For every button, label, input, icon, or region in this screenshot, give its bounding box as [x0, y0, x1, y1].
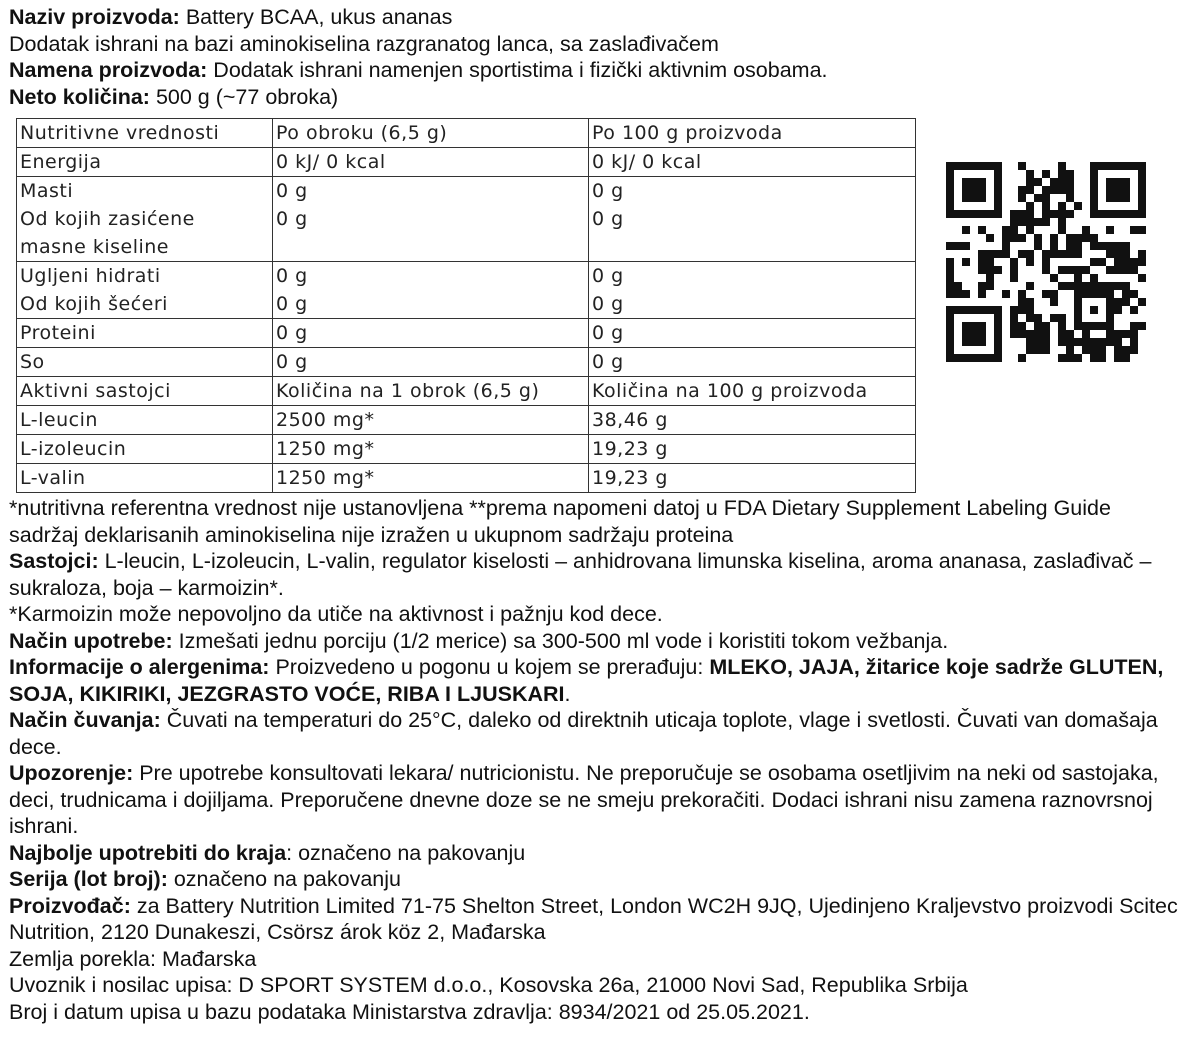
registry-info: Broj i datum upisa u bazu podataka Ministarstva zdravlja: 8934/2021 od 25.05.2021. [9, 999, 810, 1024]
nutrition-table [16, 118, 916, 493]
table-cell: Ugljeni hidrati Od kojih šećeri [17, 262, 273, 319]
table-cell: 0 g [273, 319, 589, 348]
table-row [17, 177, 916, 262]
table-cell: Energija [17, 148, 273, 177]
table-cell: L-valin [17, 464, 273, 493]
table-cell: Količina na 1 obrok (6,5 g) [273, 377, 589, 406]
table-cell: So [17, 348, 273, 377]
net-quantity: Neto količina: 500 g (~77 obroka) [9, 84, 339, 109]
table-row [17, 464, 916, 493]
table-cell: 0 kJ/ 0 kcal [273, 148, 589, 177]
table-row [17, 319, 916, 348]
table-cell: 1250 mg* [273, 464, 589, 493]
table-cell: 0 g 0 g [589, 262, 916, 319]
product-purpose: Namena proizvoda: Dodatak ishrani namenjen sportistima i fizički aktivnim osobama. [9, 58, 828, 82]
usage-instructions: Način upotrebe: Izmešati jednu porciju (1/2 merice) sa 300-500 ml vode i koristiti tokom vežbanja. [9, 628, 949, 653]
table-header-row [17, 119, 916, 148]
table-cell: Nutritivne vrednosti [17, 119, 273, 148]
table-cell: 0 kJ/ 0 kcal [589, 148, 916, 177]
table-cell: Po obroku (6,5 g) [273, 119, 589, 148]
table-cell: Količina na 100 g proizvoda [589, 377, 916, 406]
table-row [17, 348, 916, 377]
ingredients: Sastojci: L-leucin, L-izoleucin, L-valin, regulator kiselosti – anhidrovana limunska kiselina, aroma ananasa, zaslađivač – sukraloza, boja – karmoizin*. [9, 549, 1152, 600]
table-row [17, 435, 916, 464]
allergen-info: Informacije o alergenima: Proizvedeno u pogonu u kojem se prerađuju: MLEKO, JAJA, žitarice koje sadrže GLUTEN, SOJA, KIKIRIKI, JEZGRASTO VOĆE, RIBA I LJUSKARI. [9, 655, 1164, 706]
table-cell: 0 g 0 g [273, 262, 589, 319]
best-before: Najbolje upotrebiti do kraja: označeno na pakovanju [9, 840, 526, 865]
footer-info [9, 495, 1179, 1025]
storage-info: Način čuvanja: Čuvati na temperaturi do 25°C, daleko od direktnih uticaja toplote, vlage i svetlosti. Čuvati van domašaja dece. [9, 708, 1158, 759]
table-cell: 1250 mg* [273, 435, 589, 464]
table-cell: 2500 mg* [273, 406, 589, 435]
table-row [17, 406, 916, 435]
table-cell: 0 g [273, 348, 589, 377]
table-cell: 0 g 0 g [589, 177, 916, 262]
product-label [9, 4, 1179, 1025]
karmoizin-note: *Karmoizin može nepovoljno da utiče na aktivnost i pažnju kod dece. [9, 602, 663, 626]
table-subheader-row [17, 377, 916, 406]
importer: Uvoznik i nosilac upisa: D SPORT SYSTEM d.o.o., Kosovska 26a, 21000 Novi Sad, Republika Srbija [9, 973, 968, 997]
table-cell: 0 g 0 g [273, 177, 589, 262]
table-cell: 0 g [589, 319, 916, 348]
table-cell: 19,23 g [589, 435, 916, 464]
table-cell: 38,46 g [589, 406, 916, 435]
table-cell: 0 g [589, 348, 916, 377]
nutrition-section [9, 118, 1179, 489]
product-name: Naziv proizvoda: Battery BCAA, ukus ananas [9, 5, 453, 29]
product-description: Dodatak ishrani na bazi aminokiselina razgranatog lanca, sa zaslađivačem [9, 31, 719, 56]
qr-code-icon[interactable] [946, 162, 1146, 362]
table-cell: L-izoleucin [17, 435, 273, 464]
table-cell: Masti Od kojih zasićene masne kiseline [17, 177, 273, 262]
table-cell: L-leucin [17, 406, 273, 435]
table-cell: Aktivni sastojci [17, 377, 273, 406]
country-of-origin: Zemlja porekla: Mađarska [9, 946, 257, 971]
table-cell: 19,23 g [589, 464, 916, 493]
lot-number: Serija (lot broj): označeno na pakovanju [9, 867, 401, 891]
table-row [17, 148, 916, 177]
table-cell: Po 100 g proizvoda [589, 119, 916, 148]
footnote-text: *nutritivna referentna vrednost nije ustanovljena **prema napomeni datoj u FDA Dietary Supplement Labeling Guide sadržaj deklarisanih aminokiselina nije izražen u ukupnom sadržaju proteina [9, 496, 1111, 547]
table-cell: Proteini [17, 319, 273, 348]
manufacturer: Proizvođač: za Battery Nutrition Limited 71-75 Shelton Street, London WC2H 9JQ, Ujedinjeno Kraljevstvo proizvodi Scitec Nutrition, 2120 Dunakeszi, Csörsz árok köz 2, Mađarska [9, 893, 1178, 944]
warning-info: Upozorenje: Pre upotrebe konsultovati lekara/ nutricionistu. Ne preporučuje se osobama osetljivim na neki od sastojaka, deci, trudnicama i dojiljama. Preporučene dnevne doze se ne smeju prekoračiti. Dodaci ishrani nisu zamena raznovrsnoj ishrani. [9, 761, 1159, 838]
table-row [17, 262, 916, 319]
